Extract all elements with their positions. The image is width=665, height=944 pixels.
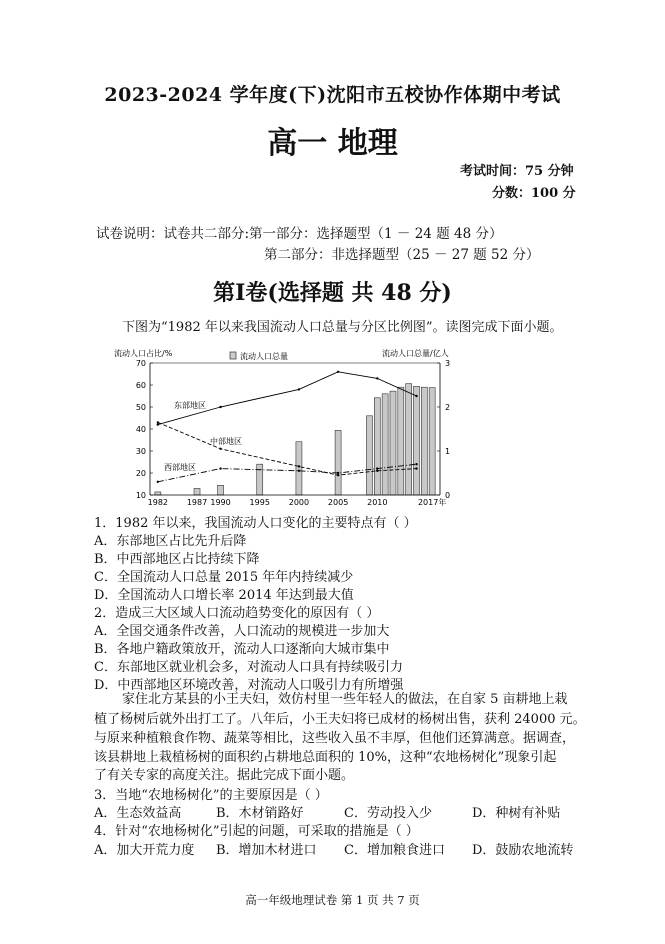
exam-time: 考试时间：75 分钟 xyxy=(460,164,574,179)
passage-line-2: 植了杨树后就外出打工了。八年后，小王夫妇将已成材的杨树出售，获利 24000 元。 xyxy=(94,712,586,727)
series-point xyxy=(298,388,300,390)
q3-option-d: D．种树有补贴 xyxy=(472,806,561,821)
population-bar xyxy=(398,387,404,495)
q3-option-b: B．木材销路好 xyxy=(216,806,304,821)
population-bar xyxy=(155,492,161,495)
population-bar xyxy=(194,488,200,495)
series-label-west: 西部地区 xyxy=(164,463,196,472)
x-tick-label: 2010 xyxy=(367,498,388,507)
q2-option-a: A．全国交通条件改善，人口流动的规模进一步加大 xyxy=(94,624,390,639)
chart-intro: 下图为“1982 年以来我国流动人口总量与分区比例图”。读图完成下面小题。 xyxy=(122,320,563,335)
exam-title: 2023-2024 学年度(下)沈阳市五校协作体期中考试 xyxy=(104,84,561,106)
instructions-line-1: 试卷说明：试卷共二部分:第一部分：选择题型（1 － 24 题 48 分） xyxy=(96,226,503,242)
population-bar xyxy=(382,394,388,495)
q4-option-c: C．增加粮食进口 xyxy=(344,843,445,858)
q3-option-c: C．劳动投入少 xyxy=(344,806,432,821)
series-point xyxy=(337,472,339,474)
q4-option-b: B．增加木材进口 xyxy=(216,843,317,858)
series-point xyxy=(337,474,339,476)
q2-stem: 2．造成三大区域人口流动趋势变化的原因有（ ） xyxy=(94,606,380,621)
population-bar xyxy=(257,464,263,495)
left-axis-label: 流动人口占比/% xyxy=(114,349,173,358)
population-bar xyxy=(421,387,427,495)
right-tick-label: 1 xyxy=(445,447,451,456)
series-point xyxy=(415,463,417,465)
series-point xyxy=(219,467,221,469)
series-point xyxy=(376,467,378,469)
x-tick-label: 1987 xyxy=(186,498,208,507)
q4-option-d: D．鼓励农地流转 xyxy=(472,843,574,858)
left-tick-label: 60 xyxy=(135,381,146,390)
q4-stem: 4．针对“农地杨树化”引起的问题，可采取的措施是（ ） xyxy=(94,824,419,839)
q1-option-b: B．中西部地区占比持续下降 xyxy=(94,552,260,567)
left-tick-label: 10 xyxy=(135,491,146,500)
passage-line-3: 与原来种植粮食作物、蔬菜等相比，这些收入虽不丰厚，但他们还算满意。据调查， xyxy=(94,731,576,746)
population-bar xyxy=(335,430,341,495)
x-tick-label: 2017年 xyxy=(417,498,447,507)
left-tick-label: 30 xyxy=(135,447,146,456)
q2-option-c: C．东部地区就业机会多，对流动人口具有持续吸引力 xyxy=(94,660,403,675)
series-point xyxy=(415,467,417,469)
population-bar xyxy=(366,416,372,495)
population-bar xyxy=(429,388,435,495)
series-point xyxy=(157,481,159,483)
series-point xyxy=(337,371,339,373)
legend-label: 流动人口总量 xyxy=(240,352,288,361)
exam-score: 分数：100 分 xyxy=(492,186,576,201)
q1-stem: 1．1982 年以来，我国流动人口变化的主要特点有（ ） xyxy=(94,516,417,531)
section-title: 第Ⅰ卷(选择题 共 48 分) xyxy=(213,280,452,306)
right-tick-label: 0 xyxy=(445,491,451,500)
population-bar xyxy=(374,398,380,495)
series-point xyxy=(376,377,378,379)
series-label-central: 中部地区 xyxy=(210,437,242,446)
series-label-east: 东部地区 xyxy=(174,401,206,410)
series-point xyxy=(157,421,159,423)
q1-option-d: D．全国流动人口增长率 2014 年达到最大值 xyxy=(94,588,354,603)
right-tick-label: 3 xyxy=(445,359,451,368)
population-bar xyxy=(218,485,224,495)
population-bar xyxy=(406,384,412,495)
series-point xyxy=(219,406,221,408)
q1-option-c: C．全国流动人口总量 2015 年年内持续减少 xyxy=(94,570,354,585)
right-tick-label: 2 xyxy=(445,403,451,412)
series-point xyxy=(415,395,417,397)
q4-option-a: A．加大开荒力度 xyxy=(94,843,195,858)
series-point xyxy=(298,470,300,472)
left-tick-label: 70 xyxy=(135,359,146,368)
left-tick-label: 20 xyxy=(135,469,146,478)
subject-title: 高一 地理 xyxy=(267,126,398,161)
population-chart xyxy=(110,344,470,510)
x-tick-label: 1990 xyxy=(210,498,231,507)
x-tick-label: 1995 xyxy=(249,498,270,507)
population-bar xyxy=(413,386,419,495)
series-point xyxy=(298,465,300,467)
q3-option-a: A．生态效益高 xyxy=(94,806,182,821)
q2-option-d: D．中西部地区环境改善，对流动人口吸引力有所增强 xyxy=(94,678,404,693)
page-footer: 高一年级地理试卷 第 1 页 共 7 页 xyxy=(245,893,420,907)
left-tick-label: 50 xyxy=(135,403,146,412)
passage-line-4: 该县耕地上栽植杨树的面积约占耕地总面积的 10%，这种“农地杨树化”现象引起 xyxy=(94,750,557,765)
x-tick-label: 2005 xyxy=(327,498,349,507)
x-tick-label: 2000 xyxy=(288,498,310,507)
legend-swatch xyxy=(230,352,236,359)
x-tick-label: 1982 xyxy=(147,498,169,507)
right-axis-label: 流动人口总量/亿人 xyxy=(382,349,449,358)
population-bar xyxy=(390,391,396,495)
left-tick-label: 40 xyxy=(135,425,146,434)
series-point xyxy=(157,423,159,425)
q2-option-b: B．各地户籍政策放开，流动人口逐渐向大城市集中 xyxy=(94,642,390,657)
q1-option-a: A．东部地区占比先升后降 xyxy=(94,534,247,549)
series-point xyxy=(219,448,221,450)
q3-stem: 3．当地“农地杨树化”的主要原因是（ ） xyxy=(94,788,328,803)
population-bar xyxy=(296,442,302,495)
series-point xyxy=(376,470,378,472)
passage-line-1: 家住北方某县的小王夫妇，效仿村里一些年轻人的做法，在自家 5 亩耕地上栽 xyxy=(122,692,568,707)
passage-line-5: 了有关专家的高度关注。据此完成下面小题。 xyxy=(94,768,355,783)
instructions-line-2: 第二部分：非选择题型（25 － 27 题 52 分） xyxy=(264,247,540,263)
